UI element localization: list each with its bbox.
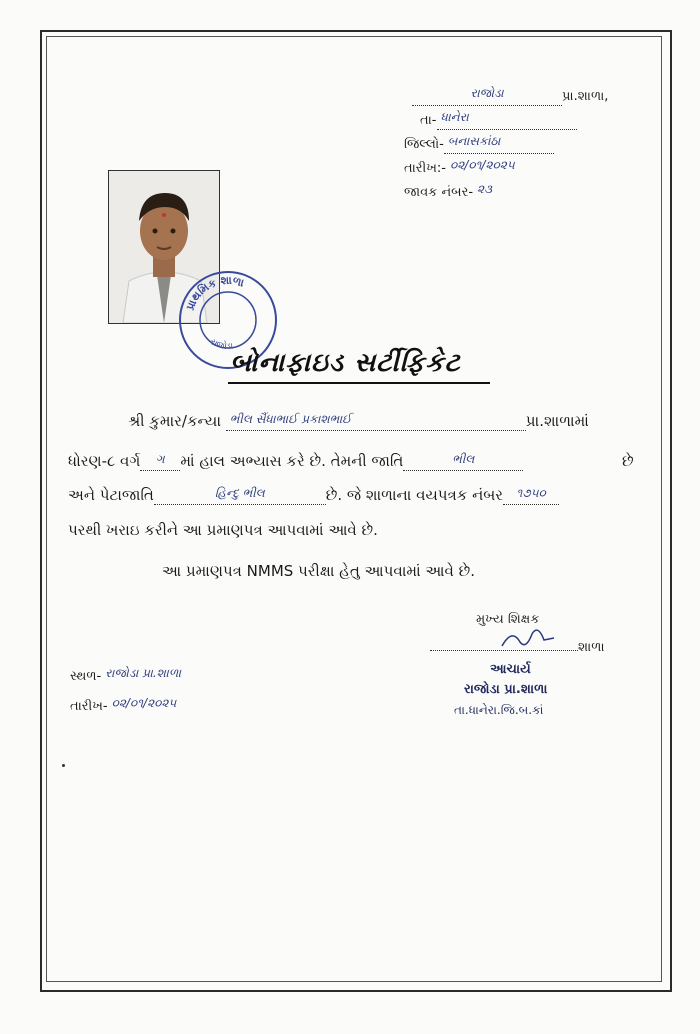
outward-handwritten: ૨૩ <box>477 182 493 196</box>
certificate-title: બોનાફાઇડ સર્ટીફિકેટ <box>230 348 461 378</box>
stamp-bottom-text: રાજોડા <box>208 337 234 353</box>
header-date-line <box>404 160 519 177</box>
date-handwritten: ૦૨/૦૧/૨૦૨૫ <box>450 158 515 172</box>
date-label: તારીખ:- <box>404 161 446 176</box>
signature-title: મુખ્ય શિક્ષક <box>476 612 540 627</box>
header-school-line <box>412 88 608 106</box>
line2-mid: માં હાલ અભ્યાસ કરે છે. તેમની જાતિ <box>180 452 404 470</box>
header-outward-line <box>404 184 496 201</box>
body-line-2 <box>68 453 523 471</box>
footer-place-line <box>70 668 185 685</box>
district-label: જિલ્લો- <box>404 137 444 152</box>
seal-line-3: તા.ધાનેરા.જિ.બ.કાં <box>454 703 544 717</box>
footer-date-line <box>70 698 180 715</box>
body-line-3 <box>68 487 559 505</box>
class-handwritten: ગ <box>155 452 165 466</box>
line2-end: છે <box>622 452 634 470</box>
caste-handwritten: ભીલ <box>452 452 475 466</box>
line3-mid: છે. જે શાળાના વયપત્રક નંબર <box>325 486 504 504</box>
taluka-handwritten: ધાનેરા <box>440 110 469 124</box>
header-district-line <box>404 136 554 154</box>
taluka-label: તા- <box>420 113 437 128</box>
body-line-4: પરથી ખરાઇ કરીને આ પ્રમાણપત્ર આપવામાં આવે છે. <box>68 521 378 539</box>
place-handwritten: રાજોડા પ્રા.શાળા <box>105 666 182 680</box>
footer-date-label: તારીખ- <box>70 699 108 714</box>
district-handwritten: બનાસકાંઠા <box>447 134 501 148</box>
stray-dot <box>62 764 65 767</box>
line1-prefix: શ્રી કુમાર/કન્યા <box>128 412 222 430</box>
seal-line-1: આચાર્ય <box>490 662 531 677</box>
school-suffix: પ્રા.શાળા, <box>562 89 609 104</box>
seal-line-2: રાજોડા પ્રા.શાળા <box>464 682 548 697</box>
school-name-handwritten: રાજોડા <box>470 86 504 100</box>
register-handwritten: ૧૭૫૦ <box>516 486 546 500</box>
stamp-top-text: પ્રાથમિક શાળા <box>183 273 246 313</box>
signature-school-suffix: શાળા <box>578 640 605 655</box>
title-underline <box>228 382 490 384</box>
footer-date-handwritten: ૦૨/૦૧/૨૦૨૫ <box>111 696 177 710</box>
signature-mark <box>498 626 558 656</box>
outward-label: જાવક નંબર- <box>404 185 474 200</box>
line1-suffix: પ્રા.શાળામાં <box>525 412 589 430</box>
subcaste-label: અને પેટાજાતિ <box>68 486 154 504</box>
body-line-1 <box>128 413 589 431</box>
body-line-5: આ પ્રમાણપત્ર NMMS પરીક્ષા હેતુ આપવામાં આવે છે. <box>162 562 475 580</box>
subcaste-handwritten: હિન્દુ ભીલ <box>214 486 265 500</box>
std-label: ધોરણ-૮ વર્ગ <box>68 452 141 470</box>
header-taluka-line <box>420 112 577 130</box>
place-label: સ્થળ- <box>70 669 102 684</box>
student-name-handwritten: ભીલ સૈંધાભાઈ પ્રકાશભાઈ <box>229 412 352 426</box>
